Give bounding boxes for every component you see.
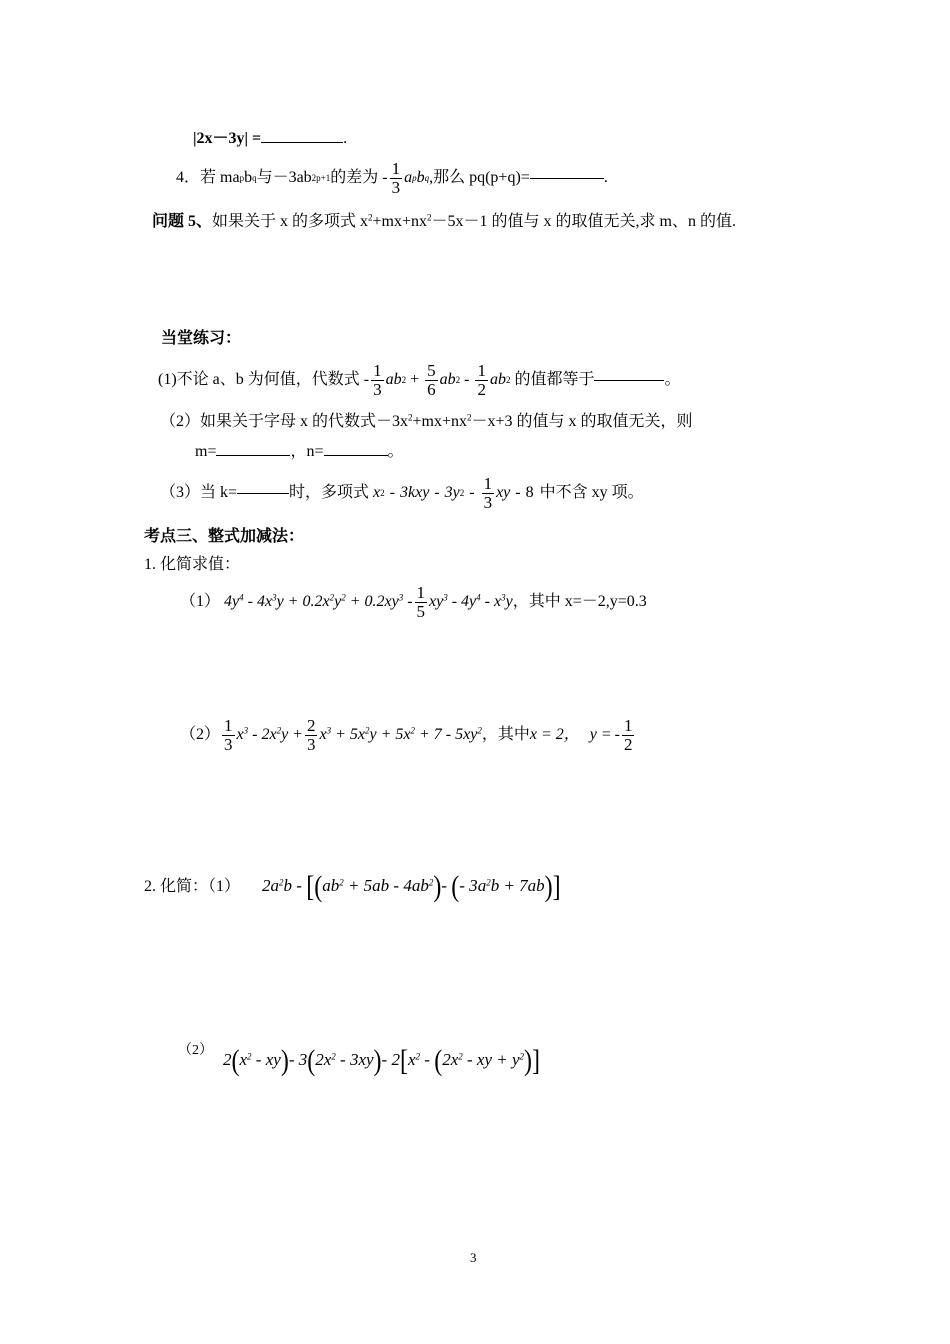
term-ab: ab	[385, 371, 402, 388]
blank-field	[594, 379, 664, 381]
p1-suffix: 的值都等于	[514, 371, 595, 388]
s2-label-2: （2）	[178, 1043, 213, 1058]
fraction-1	[371, 362, 384, 399]
question-5	[152, 214, 736, 230]
x-value: x = 2，	[529, 726, 580, 743]
blank-field	[324, 454, 388, 456]
p2-n: ，n=	[290, 443, 324, 460]
expr-2-part-b: $x^3 + 5x^2y + 5x^2 + 7 - 5xy^2$	[319, 725, 482, 743]
blank-field	[216, 454, 290, 456]
term-xy: xy	[496, 484, 511, 501]
item4-tail: ,那么 pq(p+q)=	[429, 169, 530, 186]
expr-2-condition: ，其中	[481, 726, 530, 743]
p2-text-a: （2）如果关于字母 x 的代数式－3x	[160, 413, 409, 430]
fraction-2	[425, 362, 438, 399]
q5-text2: +mx+nx	[372, 213, 428, 230]
denominator: 2	[477, 379, 486, 399]
p2-sq1: 2	[408, 412, 413, 423]
p2-text-b: +mx+nx	[412, 413, 468, 430]
denominator: 5	[416, 601, 426, 621]
expr-2-part-a: $x^3 - 2x^2y$ +	[236, 725, 303, 743]
expr-1-part-a: $4y^4 - 4x^3y + 0.2x^2y^2 + 0.2xy^3$ -	[224, 592, 413, 610]
expr-label: （1）	[180, 593, 221, 610]
denominator: 3	[306, 734, 316, 754]
item-4: 4．若 ma p b q 与－3ab 2p+1 的差为 - $\frac{1}{3}$ a p b q ,那么 pq(p+q)= .	[176, 158, 608, 197]
practice-title: 当堂练习：	[161, 330, 242, 347]
fraction-two-thirds	[305, 717, 318, 754]
blank-field	[530, 177, 604, 179]
p2-text-c: －x+3 的值与 x 的取值无关，则	[471, 413, 693, 430]
numerator: 1	[623, 715, 633, 735]
abs-text: |2x－3y| =	[193, 130, 262, 147]
p1-end: 。	[664, 371, 681, 388]
blank-field	[261, 141, 343, 143]
expr-label: （2）	[180, 726, 221, 743]
expr-1-part-b: $xy^3 - 4y^4 - x^3y$	[429, 592, 513, 610]
practice-1: (1)不论 a、b 为何值，代数式 - $\frac{1}{3}$ ab 2 + $\frac{5}{6}$ ab 2 - $\frac{1}{2}$ ab 2 的值都等于 。	[158, 360, 681, 399]
fraction-one-fifth	[415, 584, 428, 621]
p1-prefix: (1)不论 a、b 为何值，代数式	[158, 371, 360, 388]
var-a: a	[404, 169, 413, 186]
q5-text3: －5x－1 的值与 x 的取值无关,求 m、n 的值.	[431, 213, 736, 230]
item4-mid: 与－3ab	[256, 169, 312, 186]
abs-tail: .	[343, 130, 348, 147]
abs-line	[193, 131, 347, 147]
term-ab: ab	[439, 371, 456, 388]
s2-expr-2	[178, 1044, 540, 1078]
expr-1-condition: ，其中 x=－2,y=0.3	[512, 593, 647, 610]
minus-sign: -	[382, 169, 388, 186]
term-3y: 3y	[444, 484, 460, 501]
denominator: 3	[373, 379, 382, 399]
q5-sq: 2	[368, 212, 373, 223]
blank-field	[237, 492, 289, 494]
denominator: 2	[623, 734, 633, 754]
item4-mid2: 的差为	[330, 169, 379, 186]
q5-sq2: 2	[427, 212, 432, 223]
y-value: y =	[589, 726, 612, 743]
var-b: b	[416, 169, 425, 186]
question-5-label: 问题 5、	[152, 213, 213, 230]
denominator: 6	[427, 379, 436, 399]
denominator: 3	[483, 492, 493, 512]
numerator: 1	[373, 360, 382, 380]
item4-end: .	[603, 169, 608, 186]
fraction-one-third	[390, 160, 403, 197]
numerator: 1	[224, 715, 233, 735]
const-8: 8	[525, 484, 534, 501]
s1-expr-1	[180, 580, 647, 624]
fraction-one-third	[482, 475, 495, 512]
numerator: 2	[306, 715, 316, 735]
item4-prefix: 4．若 ma	[176, 169, 240, 186]
s1-expr-2: （2） $\frac{1}{3}$ $x^3 - 2x^2y$ + $\frac{2}{3}$ $x^3 + 5x^2y + 5x^2 + 7 - 5xy^2$ ，其中 x = 2， y = - $\frac{1}{2}$	[180, 715, 633, 754]
page-number: 3	[470, 1250, 477, 1265]
s1-label: 1. 化简求值：	[144, 556, 241, 573]
s2-label: 2. 化简：（1）	[144, 878, 241, 895]
s2-expr-2-body: $2(x^2 - xy)-$ $3(2x^2 - 3xy)-$ $2[x^2 - (2x^2$ - xy + $y^2$)]	[223, 1044, 541, 1078]
practice-3: （3）当 k= 时，多项式 x 2 - 3kxy - 3y 2 - $\frac{1}{3}$ xy - 8 中不含 xy 项。	[160, 473, 644, 512]
fraction-one-third	[222, 717, 235, 754]
denominator: 3	[224, 734, 233, 754]
var-x: x	[373, 484, 381, 501]
numerator: 1	[483, 473, 493, 493]
item4-b: b	[244, 169, 253, 186]
p2-end: 。	[387, 443, 404, 460]
section-3-title: 考点三、整式加减法：	[144, 528, 305, 545]
p3-mid: 时，多项式	[289, 484, 370, 501]
fraction-one-half	[622, 717, 635, 754]
s2-expr-1-body: $2a^2b - [(ab^2 + 5ab - 4ab^2)-$ (- $3a^2b + 7ab$)]	[262, 870, 561, 904]
q5-text1: 如果关于 x 的多项式 x	[212, 213, 369, 230]
p2-sq2: 2	[467, 412, 472, 423]
practice-2-line-1	[160, 414, 693, 430]
practice-2-line-2	[195, 444, 404, 460]
numerator: 5	[427, 360, 436, 380]
p3-prefix: （3）当 k=	[160, 484, 238, 501]
p3-suffix: 中不含 xy 项。	[539, 484, 644, 501]
fraction-3	[475, 362, 488, 399]
numerator: 1	[477, 360, 486, 380]
numerator: 1	[416, 582, 426, 602]
denominator: 3	[391, 177, 401, 197]
term-ab: ab	[489, 371, 506, 388]
p2-m: m=	[195, 443, 217, 460]
term-3kxy: 3kxy	[399, 484, 430, 501]
numerator: 1	[391, 158, 401, 178]
s2-expr-1	[144, 872, 561, 902]
